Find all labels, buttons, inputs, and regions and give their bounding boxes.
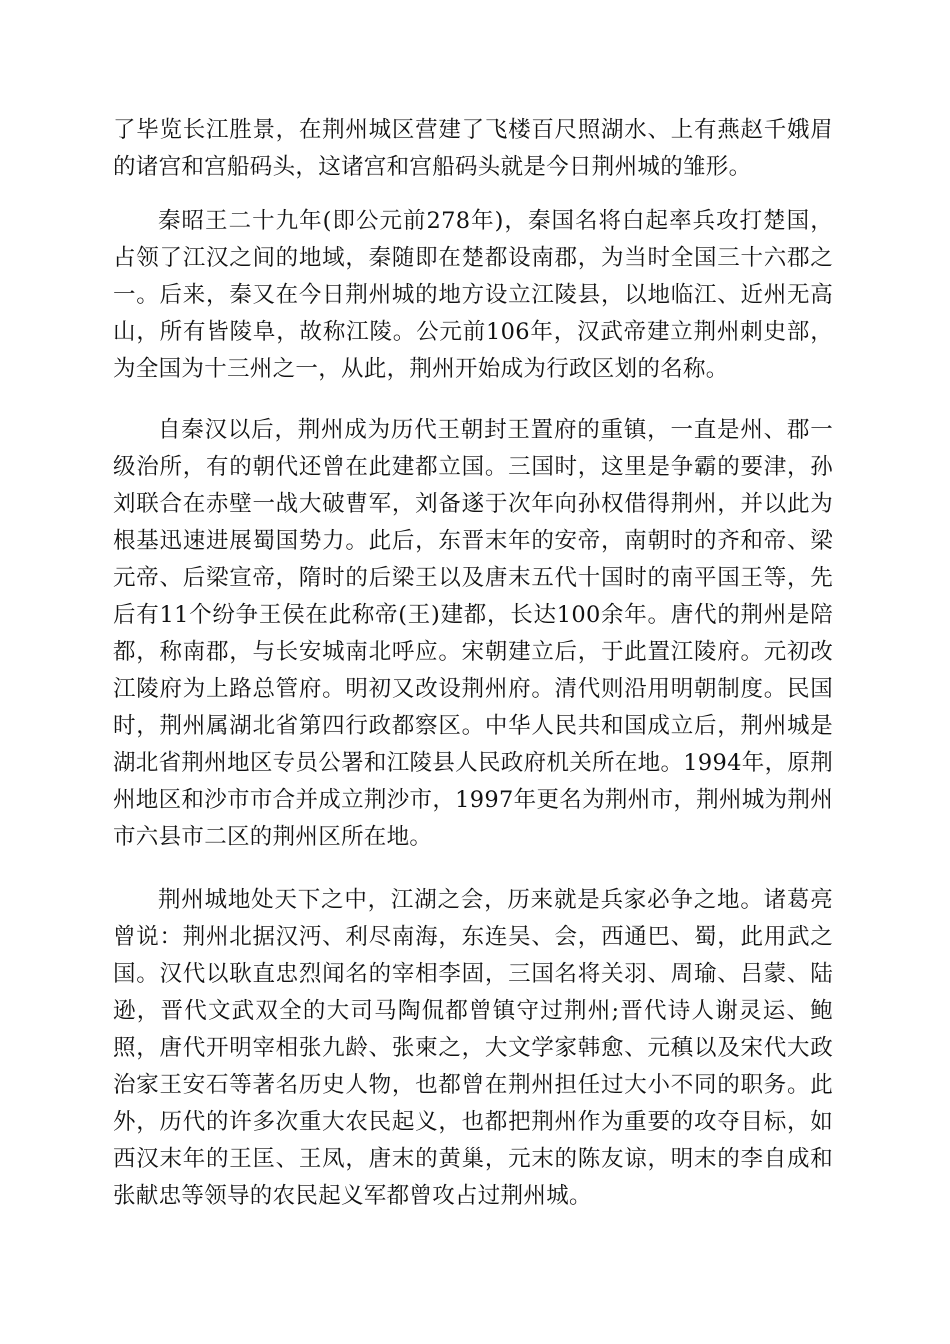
paragraph-3-container: [113, 412, 833, 856]
paragraph-4-container: [113, 882, 833, 1215]
paragraph-2-container: [113, 203, 833, 388]
paragraph-4: 荆州城地处天下之中，江湖之会，历来就是兵家必争之地。诸葛亮曾说：荆州北据汉沔、利尽南海，东连吴、会，西通巴、蜀，此用武之国。汉代以耿直忠烈闻名的宰相李固，三国名将关羽、周瑜、吕蒙、陆逊，晋代文武双全的大司马陶侃都曾镇守过荆州;晋代诗人谢灵运、鲍照，唐代开明宰相张九龄、张柬之，大文学家韩愈、元稹以及宋代大政治家王安石等著名历史人物，也都曾在荆州担任过大小不同的职务。此外，历代的许多次重大农民起义，也都把荆州作为重要的攻夺目标，如西汉末年的王匡、王凤，唐末的黄巢，元末的陈友谅，明末的李自成和张献忠等领导的农民起义军都曾攻占过荆州城。: [113, 887, 833, 1209]
paragraph-2: 秦昭王二十九年(即公元前278年)，秦国名将白起率兵攻打楚国，占领了江汉之间的地域，秦随即在楚都设南郡，为当时全国三十六郡之一。后来，秦又在今日荆州城的地方设立江陵县，以地临江、近州无高山，所有皆陵阜，故称江陵。公元前106年，汉武帝建立荆州刺史部，为全国为十三州之一，从此，荆州开始成为行政区划的名称。: [113, 208, 833, 382]
paragraph-1-container: [113, 112, 833, 186]
paragraph-1: 了毕览长江胜景，在荆州城区营建了飞楼百尺照湖水、上有燕赵千娥眉的诸宫和宫船码头，这诸宫和宫船码头就是今日荆州城的雏形。: [113, 117, 833, 180]
paragraph-3: 自秦汉以后，荆州成为历代王朝封王置府的重镇，一直是州、郡一级治所，有的朝代还曾在此建都立国。三国时，这里是争霸的要津，孙刘联合在赤壁一战大破曹军，刘备遂于次年向孙权借得荆州，并以此为根基迅速进展蜀国势力。此后，东晋末年的安帝，南朝时的齐和帝、梁元帝、后梁宣帝，隋时的后梁王以及唐末五代十国时的南平国王等，先后有11个纷争王侯在此称帝(王)建都，长达100余年。唐代的荆州是陪都，称南郡，与长安城南北呼应。宋朝建立后，于此置江陵府。元初改江陵府为上路总管府。明初又改设荆州府。清代则沿用明朝制度。民国时，荆州属湖北省第四行政都察区。中华人民共和国成立后，荆州城是湖北省荆州地区专员公署和江陵县人民政府机关所在地。1994年，原荆州地区和沙市市合并成立荆沙市，1997年更名为荆州市，荆州城为荆州市六县市二区的荆州区所在地。: [113, 417, 833, 850]
